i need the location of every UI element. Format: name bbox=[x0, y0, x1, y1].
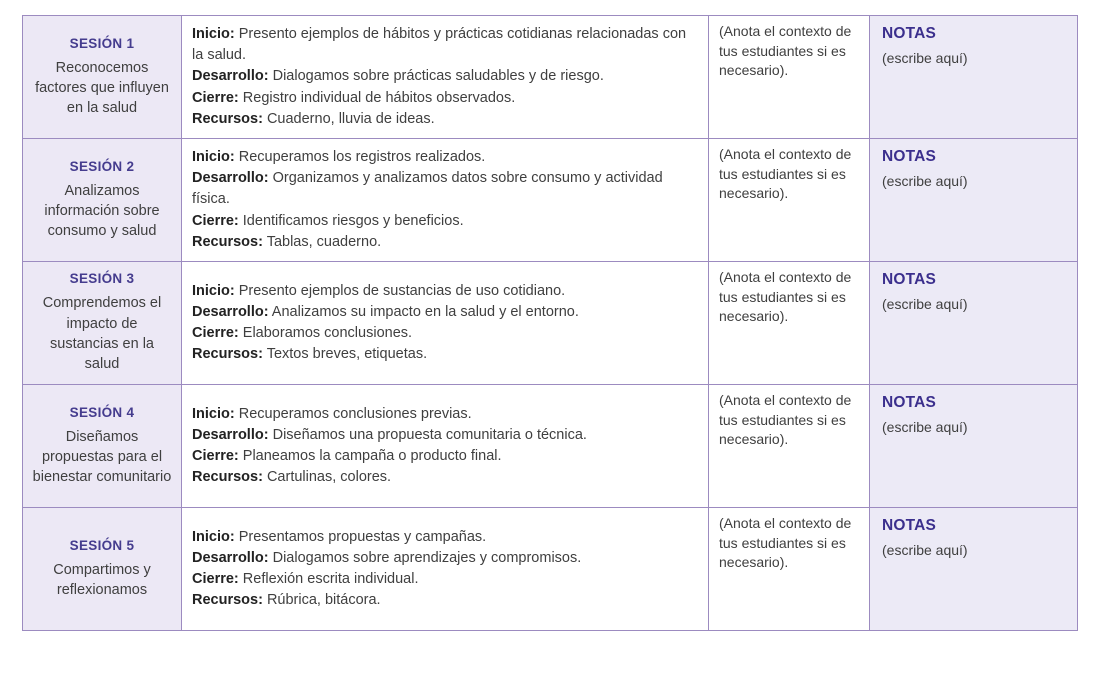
session-title: SESIÓN 5 bbox=[69, 537, 135, 553]
context-note: (Anota el contexto de tus estudiantes si es necesario). bbox=[719, 269, 852, 325]
inicio-label: Inicio: bbox=[192, 528, 235, 545]
notes-title: NOTAS bbox=[882, 271, 937, 288]
cierre-label: Cierre: bbox=[192, 448, 239, 464]
cierre-line bbox=[192, 323, 694, 344]
recursos-label: Recursos: bbox=[192, 233, 263, 250]
desarrollo-label: Desarrollo: bbox=[192, 303, 269, 320]
notes-cell[interactable] bbox=[870, 508, 1078, 631]
recursos-label: Recursos: bbox=[192, 592, 263, 609]
context-note: (Anota el contexto de tus estudiantes si es necesario). bbox=[719, 515, 852, 571]
cierre-line bbox=[192, 211, 694, 232]
recursos-text: Cuaderno, lluvia de ideas. bbox=[266, 110, 435, 127]
context-note: (Anota el contexto de tus estudiantes si es necesario). bbox=[719, 23, 852, 79]
notes-title: NOTAS bbox=[882, 25, 937, 42]
session-cell bbox=[23, 508, 182, 631]
recursos-label: Recursos: bbox=[192, 346, 263, 363]
inicio-line bbox=[192, 147, 694, 168]
desarrollo-line bbox=[192, 66, 694, 87]
context-cell[interactable] bbox=[709, 385, 870, 508]
desarrollo-text: Organizamos y analizamos datos sobre consumo y actividad física. bbox=[192, 170, 663, 208]
cierre-text: Reflexión escrita individual. bbox=[242, 571, 419, 587]
cierre-text: Elaboramos conclusiones. bbox=[242, 325, 413, 341]
context-note: (Anota el contexto de tus estudiantes si es necesario). bbox=[719, 146, 852, 202]
cierre-text: Identificamos riesgos y beneficios. bbox=[242, 212, 464, 229]
inicio-text: Presento ejemplos de sustancias de uso cotidiano. bbox=[238, 282, 566, 299]
cierre-label: Cierre: bbox=[192, 212, 239, 229]
recursos-label: Recursos: bbox=[192, 469, 263, 486]
cierre-label: Cierre: bbox=[192, 89, 239, 106]
session-details-cell bbox=[182, 262, 709, 385]
recursos-label: Recursos: bbox=[192, 110, 263, 127]
table-row bbox=[23, 508, 1078, 631]
desarrollo-label: Desarrollo: bbox=[192, 68, 269, 85]
notes-cell[interactable] bbox=[870, 139, 1078, 262]
context-cell[interactable] bbox=[709, 508, 870, 631]
notes-placeholder: (escribe aquí) bbox=[882, 542, 968, 558]
recursos-line bbox=[192, 232, 694, 253]
cierre-line bbox=[192, 446, 694, 467]
table-row bbox=[23, 16, 1078, 139]
cierre-text: Planeamos la campaña o producto final. bbox=[242, 448, 502, 464]
inicio-label: Inicio: bbox=[192, 405, 235, 422]
desarrollo-text: Analizamos su impacto en la salud y el entorno. bbox=[271, 303, 579, 320]
notes-cell[interactable] bbox=[870, 262, 1078, 385]
inicio-line bbox=[192, 404, 694, 425]
cierre-label: Cierre: bbox=[192, 325, 239, 341]
desarrollo-line bbox=[192, 548, 694, 569]
session-subtitle: Diseñamos propuestas para el bienestar comunitario bbox=[32, 428, 172, 486]
desarrollo-label: Desarrollo: bbox=[192, 170, 269, 187]
inicio-text: Presento ejemplos de hábitos y prácticas cotidianas relacionadas con la salud. bbox=[192, 26, 687, 64]
session-plan-table bbox=[22, 15, 1078, 631]
recursos-line bbox=[192, 344, 694, 365]
recursos-line bbox=[192, 109, 694, 130]
inicio-label: Inicio: bbox=[192, 149, 235, 166]
notes-placeholder: (escribe aquí) bbox=[882, 296, 968, 312]
inicio-text: Recuperamos conclusiones previas. bbox=[238, 405, 472, 422]
session-details-cell bbox=[182, 385, 709, 508]
cierre-line bbox=[192, 88, 694, 109]
notes-title: NOTAS bbox=[882, 148, 937, 165]
context-note: (Anota el contexto de tus estudiantes si es necesario). bbox=[719, 392, 852, 448]
session-cell bbox=[23, 262, 182, 385]
session-subtitle: Reconocemos factores que influyen en la salud bbox=[35, 59, 169, 117]
desarrollo-label: Desarrollo: bbox=[192, 426, 269, 443]
desarrollo-text: Dialogamos sobre prácticas saludables y de riesgo. bbox=[272, 68, 604, 85]
desarrollo-line bbox=[192, 168, 694, 210]
recursos-text: Textos breves, etiquetas. bbox=[266, 346, 428, 363]
session-title: SESIÓN 3 bbox=[69, 271, 135, 287]
cierre-text: Registro individual de hábitos observados. bbox=[242, 89, 516, 106]
cierre-label: Cierre: bbox=[192, 571, 239, 587]
table-row bbox=[23, 385, 1078, 508]
notes-cell[interactable] bbox=[870, 16, 1078, 139]
session-subtitle: Compartimos y reflexionamos bbox=[53, 561, 151, 598]
desarrollo-text: Diseñamos una propuesta comunitaria o técnica. bbox=[272, 426, 587, 443]
notes-placeholder: (escribe aquí) bbox=[882, 419, 968, 435]
cierre-line bbox=[192, 569, 694, 590]
session-title: SESIÓN 4 bbox=[69, 404, 135, 420]
notes-placeholder: (escribe aquí) bbox=[882, 50, 968, 66]
table-row bbox=[23, 139, 1078, 262]
session-plan-table-wrapper bbox=[22, 15, 1078, 631]
session-details-cell bbox=[182, 508, 709, 631]
desarrollo-label: Desarrollo: bbox=[192, 549, 269, 566]
inicio-label: Inicio: bbox=[192, 26, 235, 43]
context-cell[interactable] bbox=[709, 16, 870, 139]
desarrollo-line bbox=[192, 425, 694, 446]
inicio-line bbox=[192, 24, 694, 66]
inicio-line bbox=[192, 527, 694, 548]
recursos-line bbox=[192, 467, 694, 488]
notes-title: NOTAS bbox=[882, 517, 937, 534]
desarrollo-text: Dialogamos sobre aprendizajes y compromisos. bbox=[272, 549, 582, 566]
inicio-label: Inicio: bbox=[192, 282, 235, 299]
session-details-cell bbox=[182, 16, 709, 139]
recursos-line bbox=[192, 590, 694, 611]
desarrollo-line bbox=[192, 302, 694, 323]
session-cell bbox=[23, 385, 182, 508]
session-details-cell bbox=[182, 139, 709, 262]
context-cell[interactable] bbox=[709, 139, 870, 262]
session-cell bbox=[23, 139, 182, 262]
session-subtitle: Analizamos información sobre consumo y salud bbox=[44, 182, 160, 240]
session-subtitle: Comprendemos el impacto de sustancias en la salud bbox=[42, 295, 162, 373]
session-title: SESIÓN 1 bbox=[69, 35, 135, 51]
context-cell[interactable] bbox=[709, 262, 870, 385]
notes-placeholder: (escribe aquí) bbox=[882, 173, 968, 189]
notes-cell[interactable] bbox=[870, 385, 1078, 508]
table-row bbox=[23, 262, 1078, 385]
inicio-line bbox=[192, 281, 694, 302]
recursos-text: Rúbrica, bitácora. bbox=[266, 592, 381, 609]
inicio-text: Presentamos propuestas y campañas. bbox=[238, 528, 487, 545]
notes-title: NOTAS bbox=[882, 394, 937, 411]
inicio-text: Recuperamos los registros realizados. bbox=[238, 149, 486, 166]
recursos-text: Cartulinas, colores. bbox=[266, 469, 392, 486]
session-title: SESIÓN 2 bbox=[69, 158, 135, 174]
session-cell bbox=[23, 16, 182, 139]
recursos-text: Tablas, cuaderno. bbox=[266, 233, 382, 250]
